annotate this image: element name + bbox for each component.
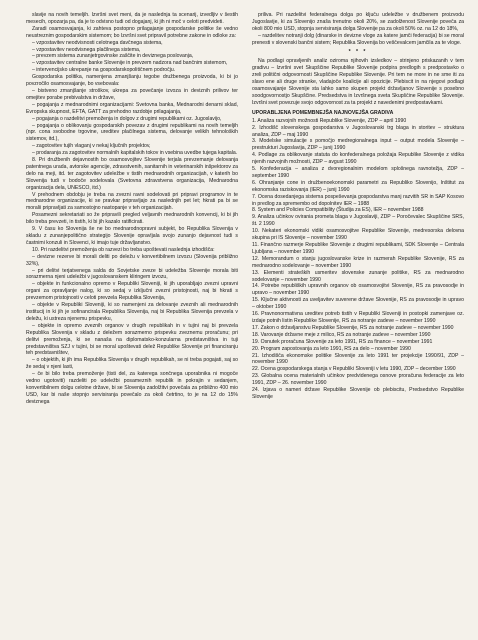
paragraph: 1. Analiza razvojnih možnosti Republike Slovenije, ZDP – april 1990 (252, 117, 407, 124)
paragraph: 13. Elementi strateških usmeritev slovenske zunanje politike, RS za mednarodno sodelovanje – november 1990 (252, 269, 464, 283)
paragraph: – vzpostavitev neodvisnega plačilnega sistema, (32, 46, 141, 53)
paragraph: 24. Izjava o nameri države Republike Slovenije ob plebiscitu, Predsedstvo Republike Slovenije (252, 387, 464, 400)
paragraph: 15. Ključne aktivnosti za uveljavitev suverene države Slovenije, RS za pravosodje in upravo – oktober 1990 (252, 297, 464, 311)
paragraph: – prodaranja za zagotovitev normalnih kapitalskih tokov in vsebina uvedbe tujega kapitala. (32, 150, 238, 157)
paragraph: 12. Memorandum o stanju jugoslovanske krize in razmerah Republike Slovenije, RS za mednarodno sodelovanje – november 1990 (252, 255, 464, 269)
paragraph: 10. Pri razdelitvi premoženja ob razvezi bo treba upoštevati naslednja izhodišča: (32, 246, 215, 253)
paragraph: 10. Nekateri ekonomski vidiki osamosvojitve Republike Slovenije, medresorska delovna skupina pri IS Slovenije – november 1990 (252, 228, 464, 242)
paragraph: – objekte in funkcionalno opremo v Republiki Sloveniji, ki jih uporabljajo zvezni upravni organi za opravljanje nalog, ki so sedaj v izključni zvezni pristojnosti, naj bi hkrati s prevzemom pristojnosti v celoti prevzela Republika Slovenija, (26, 281, 238, 302)
paragraph: 14. Potrebe republiških upravnih organov ob osamosvojitvi Slovenije, RS za pravosodje in upravo – november 1990 (252, 283, 464, 297)
paragraph: – devizne rezerve bi morali deliti po deležu v konvertibilnem izvozu (Slovenija približno 32%), (26, 253, 238, 267)
paragraph: 9. Analiza učinkov ovirania prometa blaga v Jugoslaviji, ZDP – Poročevalec Skupščine SRS, št. 2 1990 (252, 214, 464, 228)
paragraph: – objekte in opremo zveznih organov v drugih republikah in v tujini naj bi prevzela Republika Slovenija v skladu z deležem sorazmerno prispevku zveznemu proračunu; pri delitvi premoženja, ki se nanaša na diplomatsko-konzularna predstavništva in tuji predstavništva SZJ v tujini, bi se moral upoštevati delež Republike Slovenije pri financiranju teh predstavništev, (26, 322, 238, 357)
paragraph: – razdelitev notranji dolg (dinarske in devizne vloge za katere jamči federacija) bi se moral prenesti v slovenski bančni sistem; Republika Slovenija bo veščevalcem jamčila za te vloge. (252, 32, 464, 46)
paragraph: V prehodnem obdobju je treba na zvezni ravni sodelovati pri pripravi programov in te mednarodne organizacije, ki se pravkar pripravljajo za naslednjih pet let; hkrati pa bi se moralii pripravljati za samostojno nastopanje v teh organizacijah. (26, 191, 238, 212)
paragraph: – prevzem sistema zunanjetrgovinske zaščite in deviznega poslovanja, (32, 53, 194, 60)
paragraph: 5. Konfederacija – analiza z dvoregionalnim modelom splošnega ravnotežja, ZDP – september 1990 (252, 166, 464, 179)
paragraph: 4. Podlage za oblikovanje statuta do konfederalnega položaja Republike Slovenije z vidika njenih razvojnih možnosti, ZDP – avgust 1990 (252, 152, 464, 166)
paragraph: 18. Varovanje državne meje z milico, RS za notranje zadeve – november 1990 (252, 331, 431, 338)
paragraph: 6. Ohranjanje cone in družbenoekonomski parametri za Republiko Slovenijo, Inštitut za ekonomska raziskovanja (IER) – junij 1990 (252, 179, 464, 193)
paragraph: Zaradi osamosvajanja, ki zahteva postopno prilagajanje gospodarske politike še vedno neustreznim gospodarskim sistemom; bo Izvršni svet pripravil potrebne zakone in odlokе za: (26, 25, 238, 39)
paragraph: Gospodarska politika, namenjena zmanjšanju tegobe družbenega proizvoda, ki bi jo povzročilo osamosvajanje, bo vsebovala: (26, 74, 238, 88)
paragraph: – pogajanja o oblikovanju gospodarskih povezav z drugimi republikami na novih temeljih (npr. cona svobodne trgovine, ureditev plačilnega sistema, delovanje velikih tehnoloških sistemov, itd.), (26, 122, 238, 143)
paragraph: 8. Pri družbenih dejavnostih bo osamosvojitev Slovenije terjala prevzemanje delovanja patentnega urada, avtorske agencije, zdravstvenih, sanitarnih in veterinarskih inšpektorov za delo na meji, itd. ter zagotovitev udeležbe v tistih mednarodnih organizacijah, v katerih bo Slovenija tudi v bodoče sodelovala (Svetovna zdravstvena organizacija, Mednarodna organizacija dela, UNESCO, itd.) (26, 157, 238, 191)
paragraph: – pogajanja z mednarodnimi organizacijami: Svetovna banka, Mednarodni denarni sklad, Evropska skupnost, EFTA, GATT za prehodno razdobje prilagajanja, (26, 101, 238, 115)
paragraph: 11. Finančno razmerje Republike Slovenije z drugimi republikami, SDK Slovenije – Centrala Ljubljana – november 1990 (252, 242, 464, 255)
paragraph: 22. Ocena gospodarskega stanja v Republiki Sloveniji v letu 1990, ZDP – december 1990 (252, 366, 456, 373)
paragraph: 3. Modelske simulacije s pomočjo medregionalnega input – output modela Slovenije – prestrukturi Jugoslavija, ZDP – junij 1990 (252, 138, 464, 152)
paragraph: – o objektih, ki jih ima Republika Slovenija v drugih republikah, se ni treba pogajati, saj so že sedaj v njeni lasti, (26, 357, 238, 371)
paragraph: 17. Zakon o državljanstvu Republike Slovenije, RS za notranje zadeve – november 1990 (252, 324, 454, 331)
text-column-left (26, 12, 238, 630)
paragraph: – intervencijsko ukrepanje na gospodarskopolitičnem področju. (32, 67, 176, 74)
paragraph: 2. Izhodišč slovenskega gospodarstva v Jugoslovanski trg blaga in storitev – struktura analiza, ZDP – maj 1990 (252, 124, 464, 138)
paragraph: – bistveno zmanjšanje stroškov, ukrepa za povečanje izvoza in deviznih prilivov ter omejitev porabe prebivalstva in države, (26, 87, 238, 101)
paragraph: Na podlagi opravljenih analiz oziroma njihovih izsledkov – strinjeno priskazanih v tem gradivu – Izvršni svet Skupščine Republike Slovenije podpira predlogih s predpostavko o zreli politični odgovornosti Skupščine Republike Slovenije. Pri tem ne more in ne sme iti za slavo ene ali druge stranke, vladajoče koalicije ali opozicije. Plebiscit in na njegovi podlagi osamosvajanje Slovenije sta lahko samo skupen projekt državljanov Slovenije s posebno soodgovornostjo Skupščine. Predsedstva in Izvršnega sveta Skupščine Republike Slovenije. Izvršni svet povezuje svojo odgovornost za ta projekt z navedenimi predpostavkami. (252, 58, 464, 106)
paragraph: – če bi bilo treba premoženje (tisti del, za katerega sončnega uporabnika ni mogoče vedno ugotoviti) razdeliti po udeležbi posameznih republik in pokrajin v sedanjem, konvertibilnem dolgu celotne države, bi se Slovenija zadolžitvi povečala za približno 400 mio USD, kar bi naše stopnjo servisiranja povečalo za okoli četrtino, to je na 12 do 15% deviznega (26, 371, 238, 405)
paragraph: 21. Izhodišča ekonomske politike Slovenije za leto 1991 ter projekcije 1990/91, ZDP – november 1990 (252, 352, 464, 366)
paragraph: – vzpostavitev centralne banke Slovenije in prevzem nadzora nad bančnim sistemom, (32, 60, 228, 67)
paragraph: 7. Ocena dosedanjega sistema pospeševanja gospodarstva manj razvitih SR in SAP Kosovo in predlog za spremembo od dopolnitev IER – 1988 (252, 193, 464, 207)
section-separator: * * * (348, 48, 368, 55)
text-column-right (252, 12, 464, 630)
paragraph: – vzpostavitev neodvisnosti celotnega davčnega sistema, (32, 39, 163, 46)
paragraph: 8. System and Policies Compatibility (Študija za ES), IER – november 1988 (252, 207, 424, 214)
paragraph: Posamezni sekretariati so že pripravili pregled veljavnih mednarodnih konvencij, ki bi jih bilo treba prevzeti, in tistih, ki bi jih kazalo ratificirati. (26, 212, 238, 226)
paragraph: slavije na novih temeljih. Izvršni svet meni, da je naslednja ta scenarij, izvedljiv v šestih mesecih, opozarja pa, da je to odvisno tudi od dogajanj, ki jih ni moč v celoti predvideti. (26, 12, 238, 25)
paragraph: priliva. Pri razdelitvi federalnega dolga po ključu udeležbe v družbenem proizvodu Jugoslavije, ki za Slovenijo znaša trenutno okoli 20%, se zadolženost Slovenije poveča za okoli 800 mio USD, stopnja servisiranja dolga Slovenije pa za okoli 50% oz. na 12 do 18%, (252, 12, 464, 32)
paragraph: 9. V času ko Slovenija še ne bo mednarodnopravni subjekt, bo Republika Slovenija v skladu z zunanjepolitično strategijo Slovenije opravljala svojo zunanjo dejavnost tudi s častnimi konzuli in Slovenci, ki imajo tuje državljanstvo. (26, 226, 238, 246)
paragraph: – pri delitvi terjatvenega salda do Sovjetske zveze bi udeležba Slovenije morala biti sorazmerna njeni udeležbi v jugoslovanskem kliringem izvozu, (26, 267, 238, 281)
paragraph: 19. Osnutek proračuna Slovenije za leto 1991, RS za finance – november 1991 (252, 338, 433, 345)
paragraph: – objekte v Republiki Sloveniji, ki so namenjeni za delovanje zveznih ali mednarodnih institucij in ki jih je sofinancirala Republika Slovenija, naj bi Republika Slovenija prevzela v deležu, ki ustreza njenemu prispevku, (26, 302, 238, 322)
paragraph: – pogajanja o razdelitvi premoženja in dolgov z drugimi republikami oz. Jugoslavijo, (32, 115, 222, 122)
references-heading: UPORABLJENA POMEMBNEJŠA NAJNOVEJŠA GRADIVA (252, 109, 394, 116)
paragraph: 16. Pravnonormativna ureditev potreb tistih v Republiki Sloveniji in postopki zamenjave oz. izdaje potnih listin Republike Slovenije, RS za notranje zadeve – november 1990 (252, 311, 464, 324)
paragraph: – zagotovitev tujih vlaganj v nekaj ključnih projektov, (32, 143, 151, 150)
paragraph: 23. Globalna ocena materialnih učinkov predvidenega osnove proračuna federacije za leto 1991, ZDP – 26. november 1990 (252, 373, 464, 387)
paragraph: 20. Program zapostovanja za leto 1991, RS za delo – november 1990 (252, 345, 411, 352)
